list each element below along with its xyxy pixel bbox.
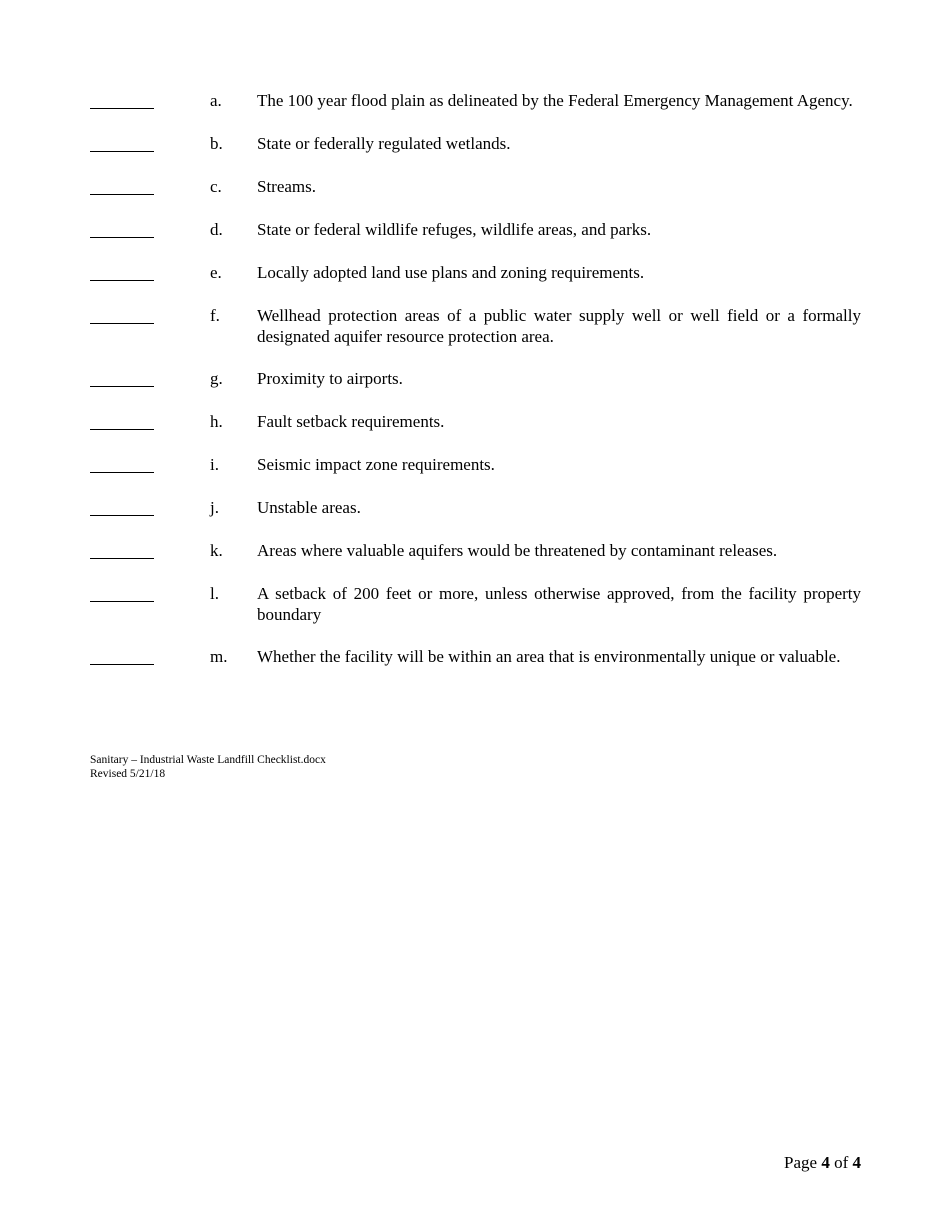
answer-blank[interactable] xyxy=(90,305,154,324)
answer-blank[interactable] xyxy=(90,368,154,387)
checklist-item-l xyxy=(90,583,861,625)
item-letter: k. xyxy=(210,541,223,560)
answer-blank[interactable] xyxy=(90,133,154,152)
checklist-item-g xyxy=(90,368,861,390)
item-letter: c. xyxy=(210,177,222,196)
checklist-item-c xyxy=(90,176,861,198)
answer-blank[interactable] xyxy=(90,219,154,238)
item-letter: i. xyxy=(210,455,219,474)
item-text: Fault setback requirements. xyxy=(257,412,445,431)
checklist-item-b xyxy=(90,133,861,155)
checklist-item-f xyxy=(90,305,861,347)
footer-revised: Revised 5/21/18 xyxy=(90,768,166,780)
page-prefix: Page xyxy=(784,1153,818,1172)
item-letter: e. xyxy=(210,263,222,282)
item-text: State or federally regulated wetlands. xyxy=(257,134,511,153)
checklist-item-a xyxy=(90,90,861,112)
answer-blank[interactable] xyxy=(90,540,154,559)
item-text: Proximity to airports. xyxy=(257,369,403,388)
item-text: Areas where valuable aquifers would be threatened by contaminant releases. xyxy=(257,541,778,560)
item-text: Streams. xyxy=(257,177,317,196)
checklist-item-h xyxy=(90,411,861,433)
item-letter: a. xyxy=(210,91,222,110)
answer-blank[interactable] xyxy=(90,454,154,473)
item-text: The 100 year flood plain as delineated by the Federal Emergency Management Agency. xyxy=(257,91,853,110)
item-text: Unstable areas. xyxy=(257,498,361,517)
item-text: A setback of 200 feet or more, unless otherwise approved, from the facility property boundary xyxy=(257,584,861,624)
item-text: Locally adopted land use plans and zoning requirements. xyxy=(257,263,645,282)
item-text: Whether the facility will be within an area that is environmentally unique or valuable. xyxy=(257,647,841,666)
answer-blank[interactable] xyxy=(90,646,154,665)
checklist-item-m xyxy=(90,646,861,668)
item-letter: m. xyxy=(210,647,228,666)
answer-blank[interactable] xyxy=(90,90,154,109)
item-letter: j. xyxy=(210,498,219,517)
answer-blank[interactable] xyxy=(90,262,154,281)
answer-blank[interactable] xyxy=(90,176,154,195)
checklist-item-i xyxy=(90,454,861,476)
item-text: Seismic impact zone requirements. xyxy=(257,455,495,474)
item-text: Wellhead protection areas of a public water supply well or well field or a formally designated aquifer resource protection area. xyxy=(257,306,861,346)
answer-blank[interactable] xyxy=(90,411,154,430)
checklist-item-k xyxy=(90,540,861,562)
page-current: 4 xyxy=(821,1153,830,1172)
answer-blank[interactable] xyxy=(90,583,154,602)
item-text: State or federal wildlife refuges, wildlife areas, and parks. xyxy=(257,220,652,239)
page-total: 4 xyxy=(852,1153,861,1172)
document-footer xyxy=(90,753,326,781)
checklist-item-j xyxy=(90,497,861,519)
item-letter: l. xyxy=(210,584,219,603)
item-letter: d. xyxy=(210,220,223,239)
item-letter: h. xyxy=(210,412,223,431)
checklist-item-d xyxy=(90,219,861,241)
answer-blank[interactable] xyxy=(90,497,154,516)
checklist-item-e xyxy=(90,262,861,284)
footer-filename: Sanitary – Industrial Waste Landfill Checklist.docx xyxy=(90,754,326,766)
page-number xyxy=(784,1152,861,1173)
item-letter: g. xyxy=(210,369,223,388)
item-letter: f. xyxy=(210,306,220,325)
checklist xyxy=(90,90,861,689)
page-separator: of xyxy=(834,1153,849,1172)
item-letter: b. xyxy=(210,134,223,153)
